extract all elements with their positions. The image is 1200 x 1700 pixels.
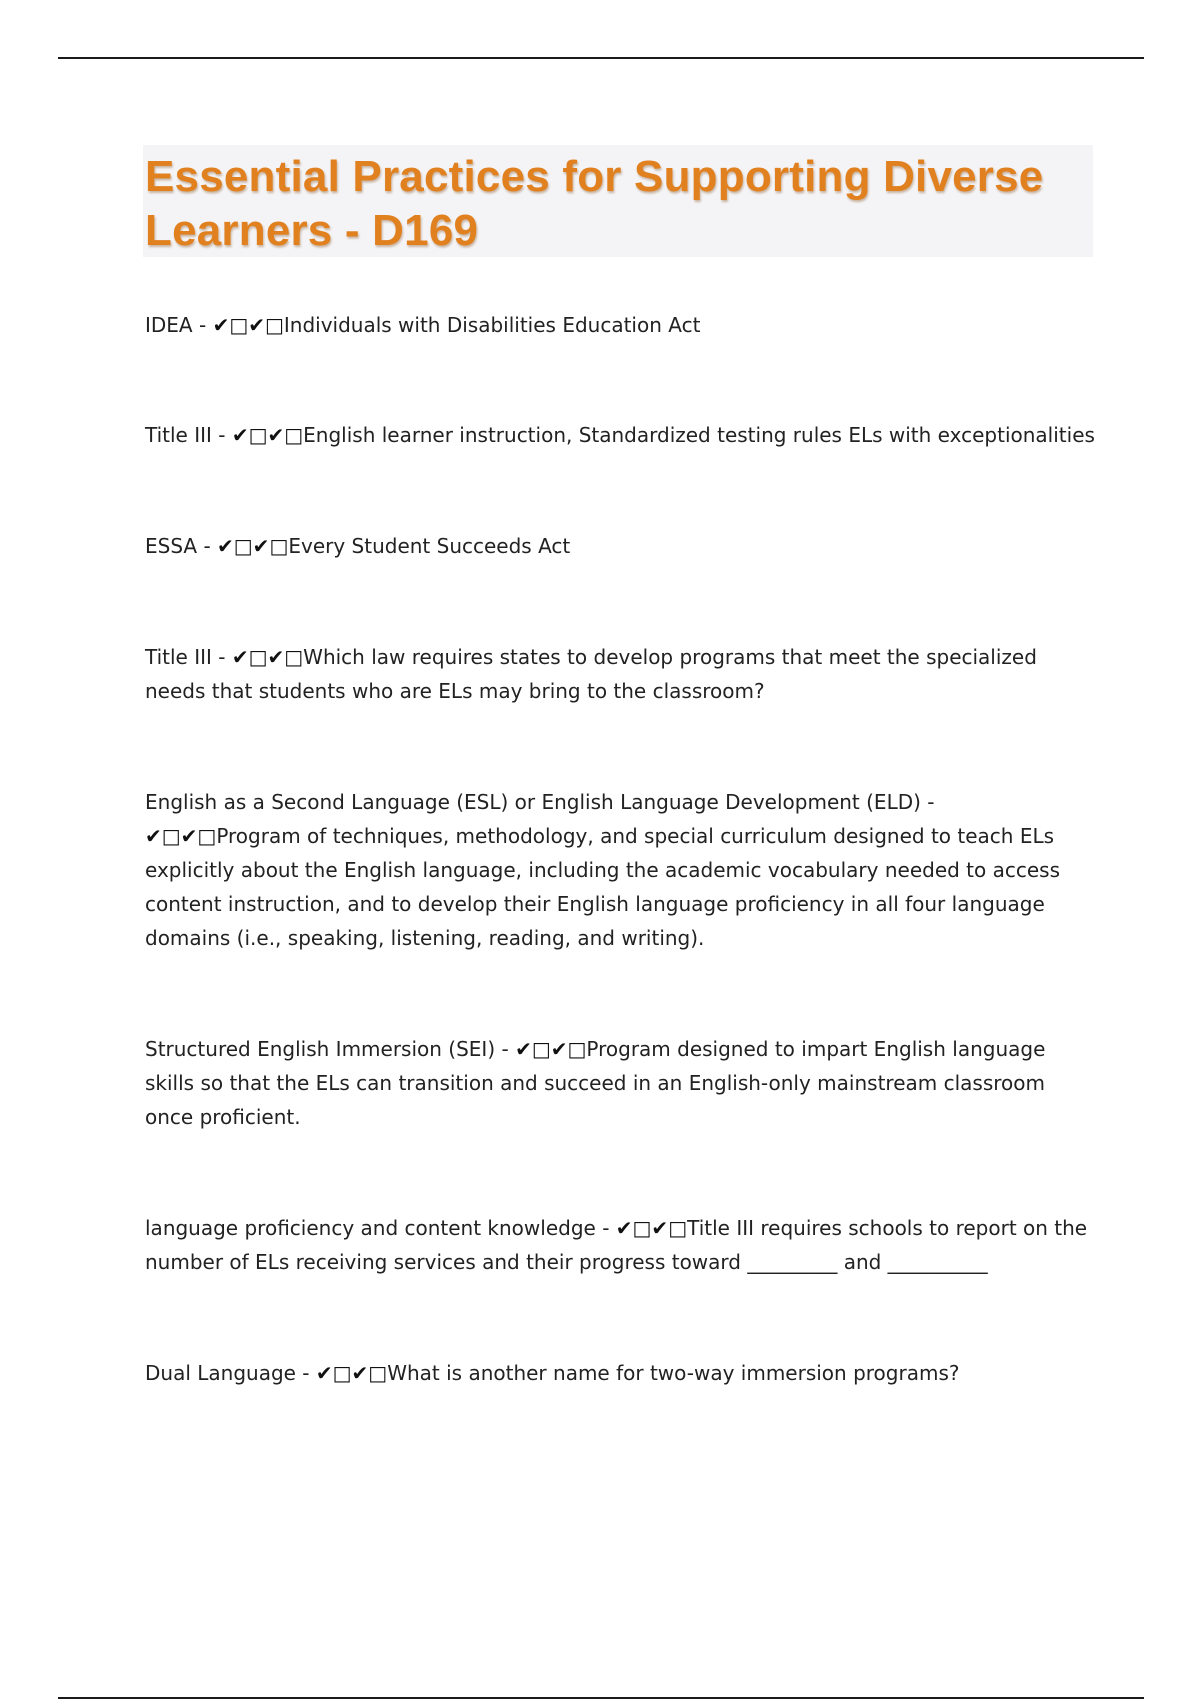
checkmark-icon: ✔□✔□ [231,423,304,447]
bottom-rule [58,1697,1144,1699]
entry-term: language proficiency and content knowledge [145,1216,596,1240]
entry-term: Structured English Immersion (SEI) [145,1037,496,1061]
flashcard-entry [145,785,1095,955]
flashcard-entry [145,1032,1095,1134]
checkmark-icon: ✔□✔□ [217,534,289,558]
top-rule [58,57,1144,59]
entry-definition: What is another name for two-way immersion programs? [387,1361,960,1385]
flashcard-entry [145,418,1095,452]
checkmark-icon: ✔□✔□ [212,313,284,337]
entry-definition: Which law requires states to develop programs that meet the specialized needs that students who are ELs may bring to the classroom? [145,645,1037,703]
separator: - [920,790,935,814]
flashcard-entry [145,1356,1095,1390]
checkmark-icon: ✔□✔□ [515,1037,587,1061]
flashcard-list [145,308,1095,1390]
entry-definition: Individuals with Disabilities Education Act [283,313,701,337]
entry-definition: Every Student Succeeds Act [288,534,571,558]
entry-definition: Program of techniques, methodology, and special curriculum designed to teach ELs explicitly about the English language, including the academic vocabulary needed to access content instruction, and to develop their English language proficiency in all four language domains (i.e., speaking, listening, reading, and writing). [145,824,1060,950]
separator: - [595,1216,616,1240]
separator: - [495,1037,516,1061]
entry-definition: English learner instruction, Standardized testing rules ELs with exceptionalities [303,423,1095,447]
flashcard-entry [145,529,1095,563]
separator: - [197,534,218,558]
checkmark-icon: ✔□✔□ [145,824,217,848]
entry-term: IDEA [145,313,193,337]
entry-definition: Title III requires schools to report on the number of ELs receiving services and their progress toward _________ and __________ [145,1216,1088,1274]
document-title: Essential Practices for Supporting Diverse Learners - D169 [145,152,1044,255]
flashcard-entry [145,308,1095,342]
checkmark-icon: ✔□✔□ [231,645,304,669]
entry-term: English as a Second Language (ESL) or English Language Development (ELD) [145,790,921,814]
flashcard-entry [145,1211,1095,1279]
checkmark-icon: ✔□✔□ [615,1216,688,1240]
flashcard-entry [145,640,1095,708]
entry-term: Dual Language [145,1361,296,1385]
checkmark-icon: ✔□✔□ [315,1361,388,1385]
separator: - [192,313,213,337]
entry-definition: Program designed to impart English language skills so that the ELs can transition and succeed in an English-only mainstream classroom once proficient. [145,1037,1046,1129]
entry-term: Title III [145,423,212,447]
separator: - [211,645,232,669]
separator: - [211,423,232,447]
separator: - [295,1361,316,1385]
entry-term: Title III [145,645,212,669]
entry-term: ESSA [145,534,198,558]
